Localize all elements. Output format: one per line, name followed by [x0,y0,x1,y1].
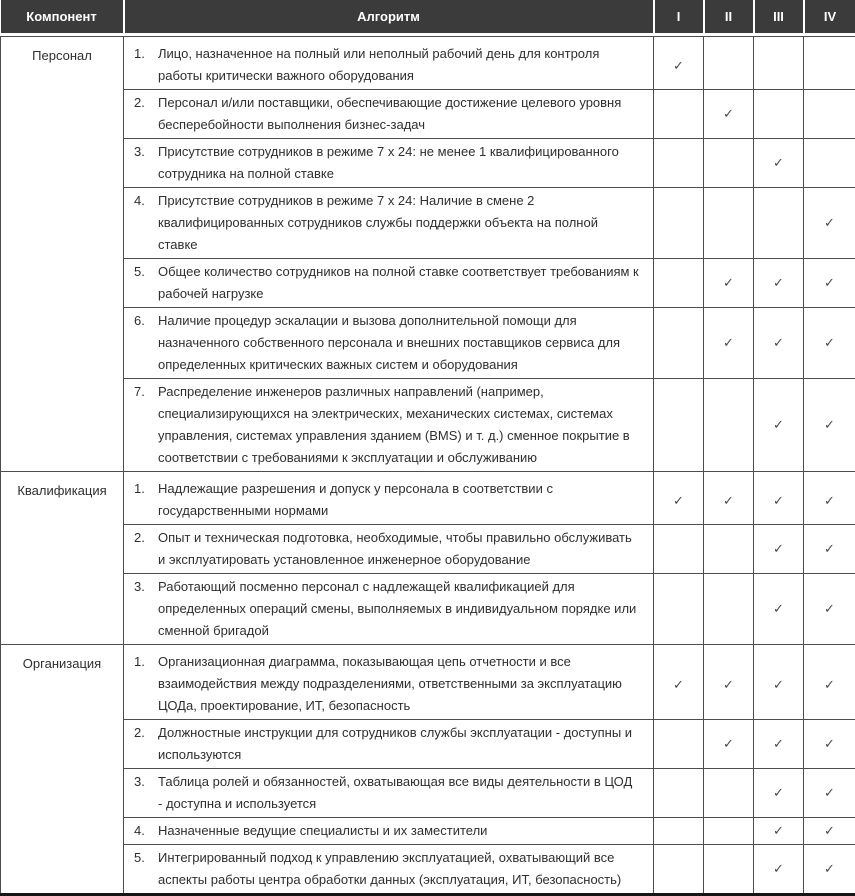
check-cell [804,37,855,90]
check-cell [754,259,804,308]
check-cell [804,472,855,525]
check-cell [804,188,855,259]
checkmark-icon: ✓ [773,275,784,290]
item-text: Лицо, назначенное на полный или неполный рабочий день для контроля работы критически важного оборудования [158,43,639,87]
checkmark-icon: ✓ [773,493,784,508]
check-cell [754,90,804,139]
checkmark-icon: ✓ [773,677,784,692]
table-row [1,720,855,769]
check-cell [704,37,754,90]
check-cell [704,308,754,379]
item-text: Наличие процедур эскалации и вызова дополнительной помощи для назначенного собственного персонала и внешних поставщиков сервиса для определенных критических важных систем и оборудования [158,310,639,376]
checkmark-icon: ✓ [723,736,734,751]
check-cell [804,379,855,472]
checkmark-icon: ✓ [824,541,835,556]
check-cell [654,379,704,472]
table-row [1,645,855,720]
check-cell [654,845,704,895]
checkmark-icon: ✓ [673,677,684,692]
item-text: Распределение инженеров различных направлений (например, специализирующихся на электрических, механических системах, системах управления, системах управления зданием (BMS) и т. д.) сменное покрытие в соответствии с требованиями к эксплуатации и обслуживанию [158,381,639,469]
check-cell [754,139,804,188]
algorithm-cell [124,259,654,308]
item-text: Организационная диаграмма, показывающая цепь отчетности и все взаимодействия между подразделениями, ответственными за эксплуатацию ЦОДа, проектирование, ИТ, безопасность [158,651,639,717]
header-level-2: II [704,0,754,33]
item-text: Таблица ролей и обязанностей, охватывающая все виды деятельности в ЦОД - доступна и используется [158,771,639,815]
check-cell [804,720,855,769]
check-cell [754,720,804,769]
check-cell [654,90,704,139]
algorithm-cell [124,818,654,845]
check-cell [704,139,754,188]
table-row [1,769,855,818]
check-cell [804,645,855,720]
item-text: Персонал и/или поставщики, обеспечивающие достижение целевого уровня бесперебойности выполнения бизнес-задач [158,92,639,136]
checkmark-icon: ✓ [773,155,784,170]
check-cell [754,769,804,818]
check-cell [754,818,804,845]
checkmark-icon: ✓ [723,106,734,121]
check-cell [754,574,804,645]
algorithm-cell [124,139,654,188]
algorithm-cell [124,308,654,379]
table-row [1,525,855,574]
item-number: 1. [134,43,158,65]
component-cell: Персонал [1,37,124,472]
check-cell [754,379,804,472]
table-row [1,308,855,379]
algorithm-cell [124,720,654,769]
check-cell [804,90,855,139]
checkmark-icon: ✓ [824,736,835,751]
header-level-4: IV [804,0,855,33]
check-cell [754,37,804,90]
check-cell [654,769,704,818]
item-number: 1. [134,651,158,673]
check-cell [654,188,704,259]
item-number: 3. [134,141,158,163]
check-cell [704,90,754,139]
item-text: Общее количество сотрудников на полной ставке соответствует требованиям к рабочей нагрузке [158,261,639,305]
checkmark-icon: ✓ [773,823,784,838]
item-text: Надлежащие разрешения и допуск у персонала в соответствии с государственными нормами [158,478,639,522]
item-text: Опыт и техническая подготовка, необходимые, чтобы правильно обслуживать и эксплуатировать установленное инженерное оборудование [158,527,639,571]
table-row [1,37,855,90]
checkmark-icon: ✓ [824,785,835,800]
check-cell [704,259,754,308]
check-cell [704,645,754,720]
checkmark-icon: ✓ [773,861,784,876]
item-number: 5. [134,261,158,283]
check-cell [704,845,754,895]
check-cell [654,574,704,645]
check-cell [754,645,804,720]
header-component: Компонент [1,0,124,33]
checkmark-icon: ✓ [824,601,835,616]
table-row [1,139,855,188]
item-number: 2. [134,527,158,549]
table-row [1,90,855,139]
algorithm-cell [124,845,654,895]
checkmark-icon: ✓ [824,335,835,350]
algorithm-cell [124,525,654,574]
check-cell [704,769,754,818]
check-cell [654,720,704,769]
checkmark-icon: ✓ [673,493,684,508]
item-text: Работающий посменно персонал с надлежащей квалификацией для определенных операций смены, выполняемых в индивидуальном порядке или сменной бригадой [158,576,639,642]
check-cell [704,379,754,472]
check-cell [704,525,754,574]
table-row [1,574,855,645]
checkmark-icon: ✓ [824,417,835,432]
header-level-3: III [754,0,804,33]
checkmark-icon: ✓ [824,677,835,692]
check-cell [654,308,704,379]
check-cell [754,308,804,379]
header-row [1,0,855,33]
checkmark-icon: ✓ [723,677,734,692]
algorithm-cell [124,769,654,818]
checkmark-icon: ✓ [723,335,734,350]
table-row [1,379,855,472]
check-cell [654,139,704,188]
item-number: 2. [134,92,158,114]
item-number: 6. [134,310,158,332]
checkmark-icon: ✓ [824,861,835,876]
table-body [1,33,855,895]
check-cell [804,818,855,845]
check-cell [754,525,804,574]
check-cell [704,818,754,845]
algorithm-cell [124,472,654,525]
algorithm-cell [124,645,654,720]
checkmark-icon: ✓ [824,275,835,290]
table-row [1,188,855,259]
check-cell [654,525,704,574]
algorithm-cell [124,37,654,90]
check-cell [704,574,754,645]
item-number: 5. [134,847,158,869]
check-cell [654,37,704,90]
checkmark-icon: ✓ [773,335,784,350]
checkmark-icon: ✓ [773,417,784,432]
check-cell [804,769,855,818]
item-number: 3. [134,771,158,793]
check-cell [654,472,704,525]
table-row [1,818,855,845]
check-cell [704,188,754,259]
check-cell [704,720,754,769]
item-number: 2. [134,722,158,744]
table-row [1,845,855,895]
checkmark-icon: ✓ [773,785,784,800]
check-cell [804,139,855,188]
item-text: Интегрированный подход к управлению эксплуатацией, охватывающий все аспекты работы центра обработки данных (эксплуатация, ИТ, безопасность) [158,847,639,891]
check-cell [654,259,704,308]
component-cell: Квалификация [1,472,124,645]
algorithm-cell [124,188,654,259]
item-number: 4. [134,190,158,212]
check-cell [804,259,855,308]
checkmark-icon: ✓ [673,58,684,73]
checkmark-icon: ✓ [723,275,734,290]
algorithm-cell [124,90,654,139]
checkmark-icon: ✓ [824,215,835,230]
check-cell [754,472,804,525]
checkmark-icon: ✓ [773,736,784,751]
checkmark-icon: ✓ [773,601,784,616]
header-level-1: I [654,0,704,33]
check-cell [704,472,754,525]
item-number: 1. [134,478,158,500]
check-cell [804,525,855,574]
item-text: Присутствие сотрудников в режиме 7 x 24: не менее 1 квалифицированного сотрудника на полной ставке [158,141,639,185]
check-cell [754,188,804,259]
item-number: 4. [134,820,158,842]
table-row [1,472,855,525]
item-number: 7. [134,381,158,403]
check-cell [654,645,704,720]
item-number: 3. [134,576,158,598]
item-text: Присутствие сотрудников в режиме 7 x 24: Наличие в смене 2 квалифицированных сотрудников службы поддержки объекта на полной ставке [158,190,639,256]
checkmark-icon: ✓ [723,493,734,508]
check-cell [654,818,704,845]
header-algorithm: Алгоритм [124,0,654,33]
checkmark-icon: ✓ [824,493,835,508]
checkmark-icon: ✓ [773,541,784,556]
check-cell [754,845,804,895]
checkmark-icon: ✓ [824,823,835,838]
item-text: Должностные инструкции для сотрудников службы эксплуатации - доступны и используются [158,722,639,766]
algorithm-cell [124,379,654,472]
item-text: Назначенные ведущие специалисты и их заместители [158,820,639,842]
component-cell: Организация [1,645,124,895]
check-cell [804,308,855,379]
check-cell [804,845,855,895]
check-cell [804,574,855,645]
algorithm-cell [124,574,654,645]
table-row [1,259,855,308]
